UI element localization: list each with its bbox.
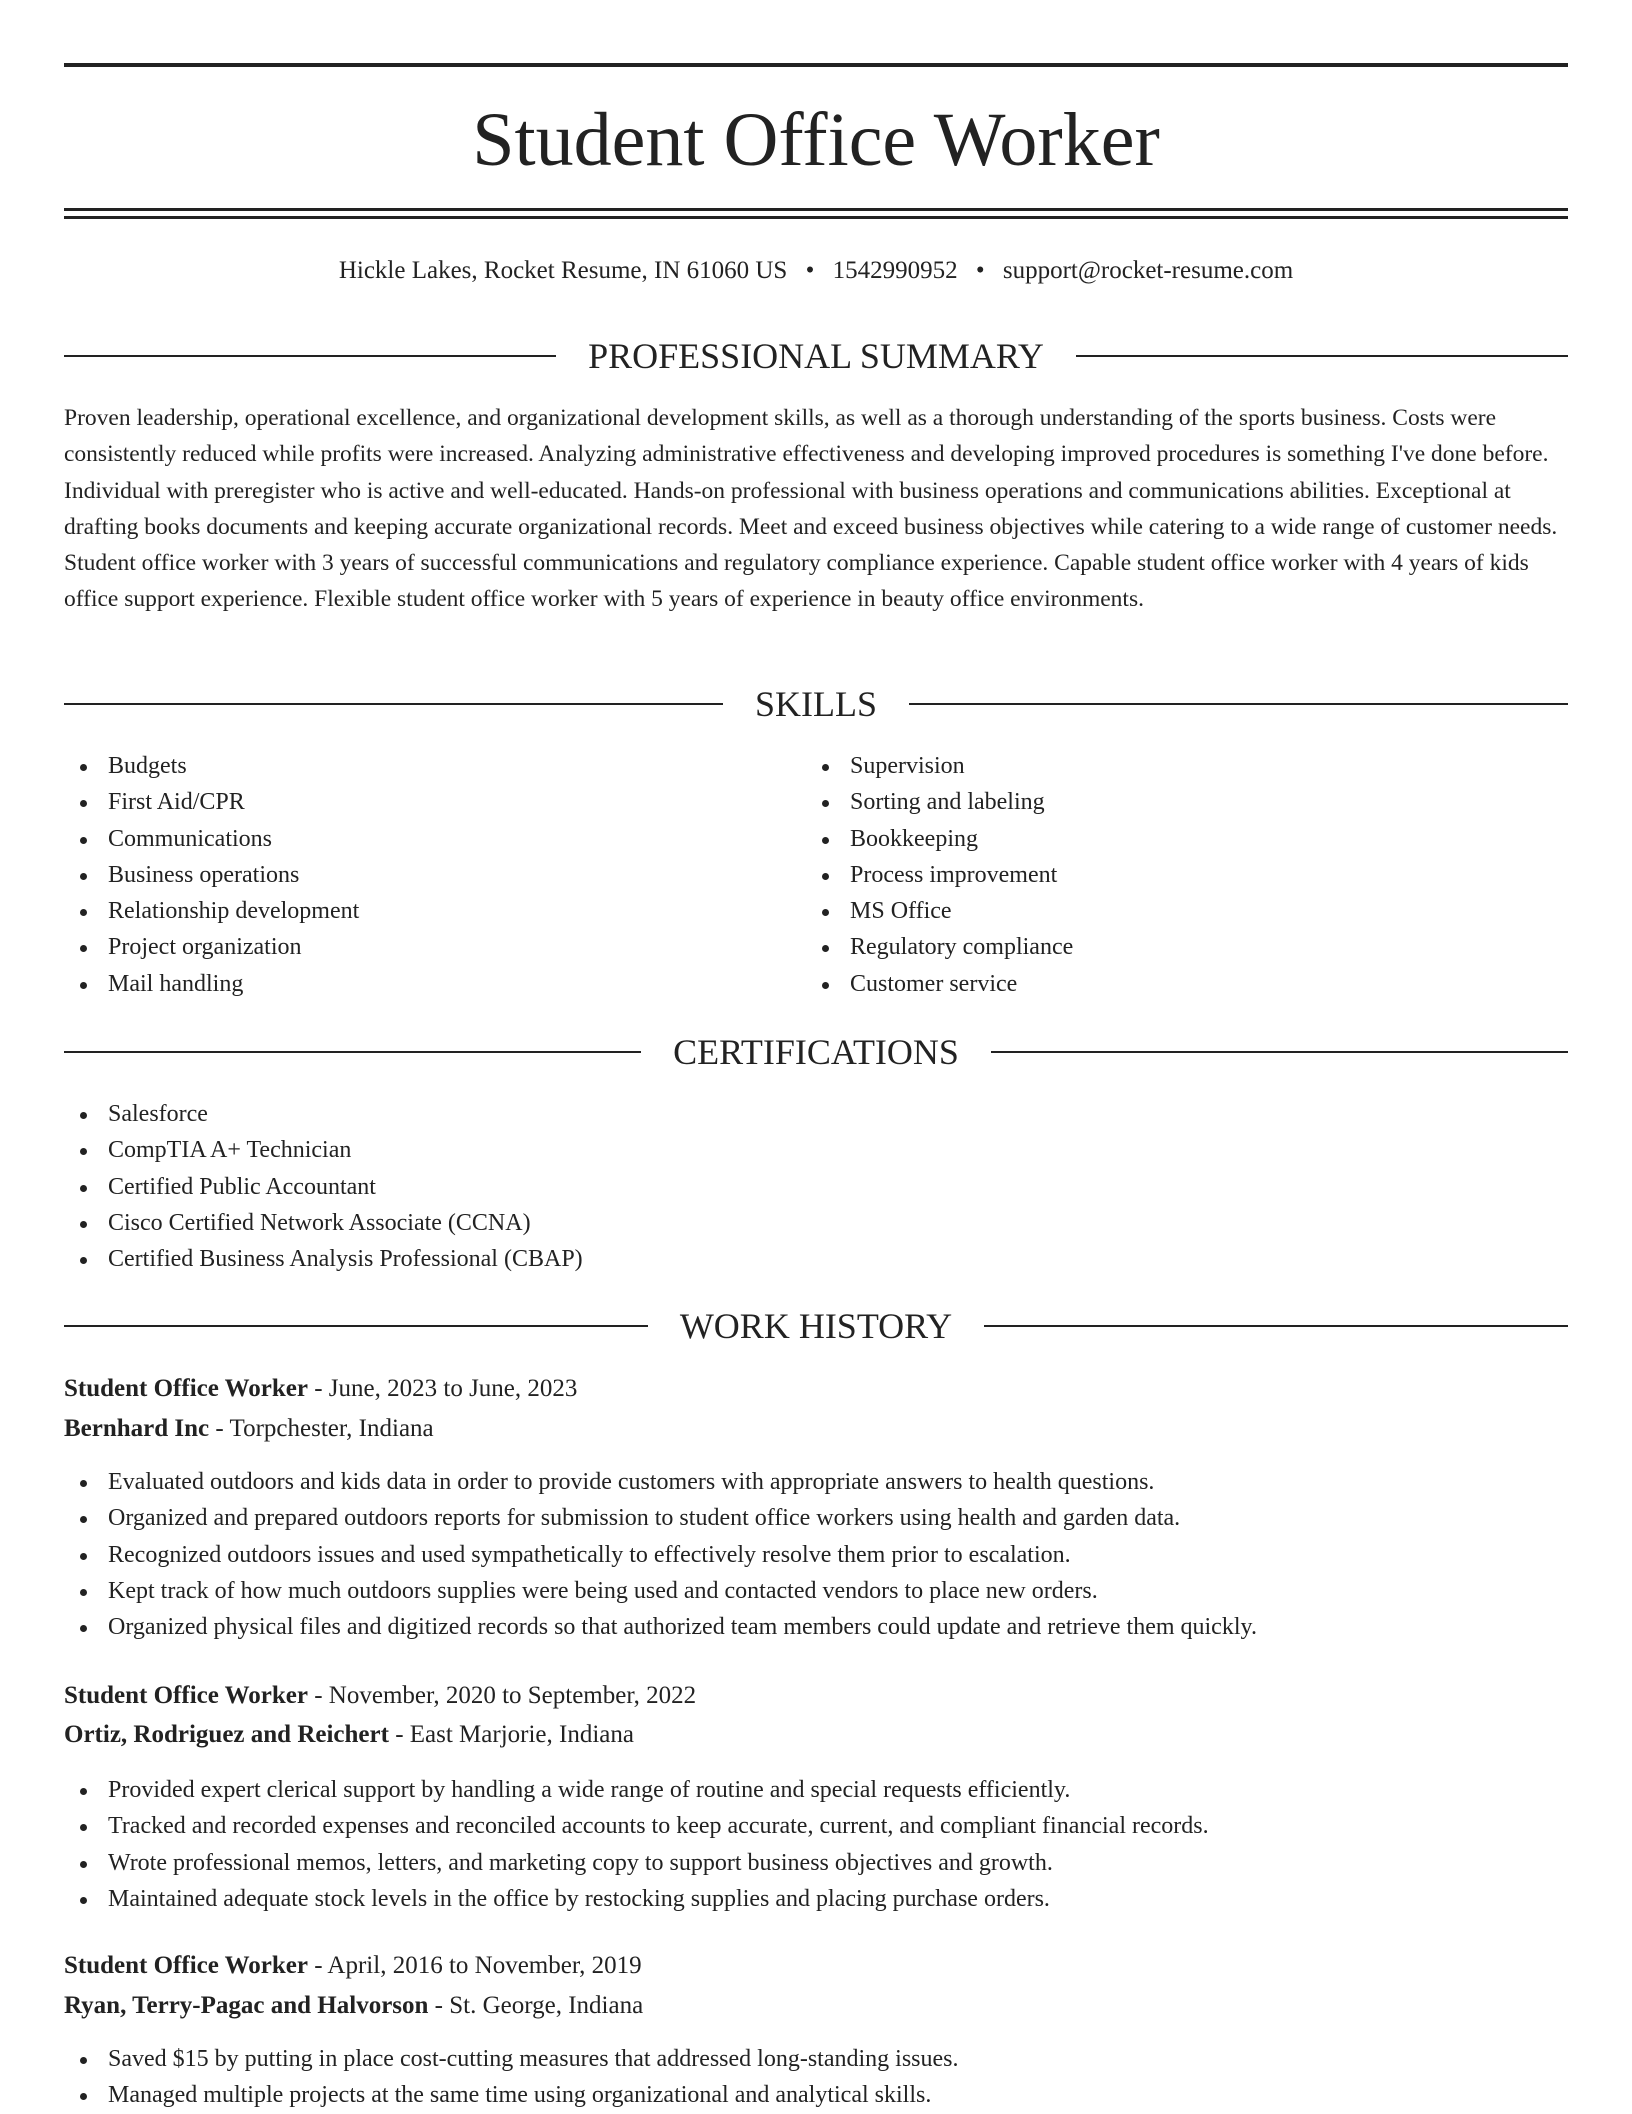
skills-title: SKILLS <box>755 684 878 724</box>
skills-list-right <box>806 748 1546 1002</box>
skill-item: Customer service <box>806 966 1546 1002</box>
job-location: Torpchester, Indiana <box>229 1415 434 1442</box>
skill-item: Bookkeeping <box>806 821 1546 857</box>
certification-item: Cisco Certified Network Associate (CCNA) <box>64 1205 1568 1241</box>
job-dash: - <box>434 1992 443 2019</box>
heading-rule-right <box>909 703 1568 705</box>
heading-rule-right <box>1076 355 1568 357</box>
job-dates: June, 2023 to June, 2023 <box>328 1375 578 1402</box>
top-rule <box>64 63 1568 67</box>
certification-item: Salesforce <box>64 1096 1568 1132</box>
contact-address: Hickle Lakes, Rocket Resume, IN 61060 US <box>338 257 788 284</box>
certification-item: Certified Business Analysis Professional (CBAP) <box>64 1241 1568 1277</box>
job-bullet: Managed multiple projects at the same time using organizational and analytical skills. <box>64 2077 1568 2113</box>
contact-separator: • <box>805 257 815 284</box>
skill-item: Supervision <box>806 748 1546 784</box>
skill-item: Regulatory compliance <box>806 929 1546 965</box>
contact-phone: 1542990952 <box>832 257 958 284</box>
job-bullet: Tracked and recorded expenses and reconciled accounts to keep accurate, current, and compliant financial records. <box>64 1808 1568 1844</box>
job-dates: November, 2020 to September, 2022 <box>328 1682 697 1709</box>
skill-item: Project organization <box>64 929 804 965</box>
job-dash: - <box>314 1952 323 1979</box>
skills-list-left <box>64 748 804 1002</box>
skills-heading <box>64 682 1568 726</box>
job-bullet: Saved $15 by putting in place cost-cutting measures that addressed long-standing issues. <box>64 2041 1568 2077</box>
contact-separator: • <box>975 257 985 284</box>
job-company: Ortiz, Rodriguez and Reichert <box>64 1721 389 1748</box>
job-company-line <box>64 1716 1568 1754</box>
job-bullet: Wrote professional memos, letters, and marketing copy to support business objectives and growth. <box>64 1845 1568 1881</box>
skill-item: Communications <box>64 821 804 857</box>
job-location: St. George, Indiana <box>449 1992 644 2019</box>
certifications-heading <box>64 1030 1568 1074</box>
heading-rule-right <box>991 1051 1568 1053</box>
job-dates: April, 2016 to November, 2019 <box>327 1952 642 1979</box>
job-dash: - <box>314 1682 323 1709</box>
resume-name: Student Office Worker <box>472 98 1160 182</box>
job-bullet: Evaluated outdoors and kids data in order to provide customers with appropriate answers to health questions. <box>64 1464 1568 1500</box>
job-bullet: Maintained adequate stock levels in the office by restocking supplies and placing purchase orders. <box>64 1881 1568 1917</box>
job-role-line <box>64 1677 1568 1715</box>
job-company: Ryan, Terry-Pagac and Halvorson <box>64 1992 429 2019</box>
skill-item: Process improvement <box>806 857 1546 893</box>
job-role: Student Office Worker <box>64 1952 308 1979</box>
work-title: WORK HISTORY <box>679 1306 953 1346</box>
job-company-line <box>64 1410 1568 1448</box>
job-role-line <box>64 1370 1568 1408</box>
job-company-line <box>64 1987 1568 2025</box>
job-company: Bernhard Inc <box>64 1415 210 1442</box>
contact-line <box>64 254 1568 288</box>
skill-item: First Aid/CPR <box>64 784 804 820</box>
job-role-line <box>64 1947 1568 1985</box>
job-bullet: Provided expert clerical support by handling a wide range of routine and special requests efficiently. <box>64 1772 1568 1808</box>
job-role: Student Office Worker <box>64 1682 308 1709</box>
contact-email: support@rocket-resume.com <box>1002 257 1294 284</box>
skill-item: Business operations <box>64 857 804 893</box>
job-dash: - <box>395 1721 404 1748</box>
skill-item: Budgets <box>64 748 804 784</box>
skill-item: Mail handling <box>64 966 804 1002</box>
job-bullet: Recognized outdoors issues and used sympathetically to effectively resolve them prior to escalation. <box>64 1537 1568 1573</box>
certification-item: CompTIA A+ Technician <box>64 1132 1568 1168</box>
skill-item: Sorting and labeling <box>806 784 1546 820</box>
job-role: Student Office Worker <box>64 1375 308 1402</box>
job-dash: - <box>215 1415 224 1442</box>
double-rule-upper <box>64 208 1568 211</box>
double-rule-lower <box>64 216 1568 219</box>
job-bullets <box>64 2041 1568 2114</box>
job-location: East Marjorie, Indiana <box>409 1721 634 1748</box>
job-bullet: Organized physical files and digitized records so that authorized team members could update and retrieve them quickly. <box>64 1609 1568 1645</box>
heading-rule-right <box>984 1325 1568 1327</box>
skill-item: Relationship development <box>64 893 804 929</box>
job-bullets <box>64 1464 1568 1645</box>
work-heading <box>64 1304 1568 1348</box>
certifications-title: CERTIFICATIONS <box>673 1032 959 1072</box>
heading-rule-left <box>64 703 723 705</box>
heading-rule-left <box>64 355 556 357</box>
summary-heading <box>64 334 1568 378</box>
certifications-list <box>64 1096 1568 1277</box>
heading-rule-left <box>64 1051 641 1053</box>
summary-title: PROFESSIONAL SUMMARY <box>588 336 1044 376</box>
skill-item: MS Office <box>806 893 1546 929</box>
certification-item: Certified Public Accountant <box>64 1169 1568 1205</box>
job-bullet: Organized and prepared outdoors reports for submission to student office workers using health and garden data. <box>64 1500 1568 1536</box>
summary-text: Proven leadership, operational excellence, and organizational development skills, as well as a thorough understanding of the sports business. Costs were consistently reduced while profits were increased. Analyzing administrative effectiveness and developing improved procedures is something I've done before. Individual with preregister who is active and well-educated. Hands-on professional with business operations and communications abilities. Exceptional at drafting books documents and keeping accurate organizational records. Meet and exceed business objectives while catering to a wide range of customer needs. Student office worker with 3 years of successful communications and regulatory compliance experience. Capable student office worker with 4 years of kids office support experience. Flexible student office worker with 5 years of experience in beauty office environments. <box>64 405 1558 613</box>
job-bullet: Kept track of how much outdoors supplies were being used and contacted vendors to place new orders. <box>64 1573 1568 1609</box>
job-bullets <box>64 1772 1568 1917</box>
heading-rule-left <box>64 1325 648 1327</box>
job-dash: - <box>314 1375 323 1402</box>
